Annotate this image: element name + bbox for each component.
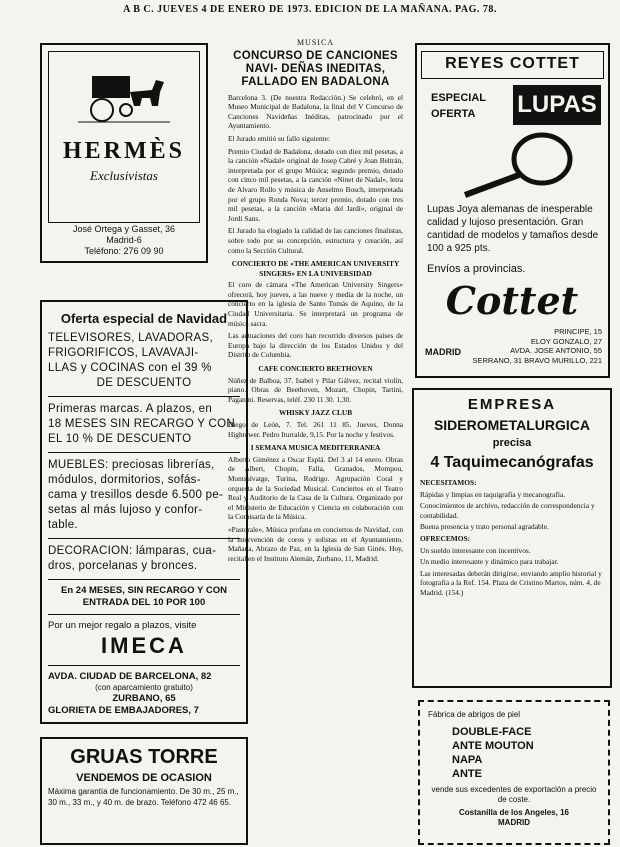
oferta-line: DE DESCUENTO (96, 377, 192, 389)
abrigos-ad (418, 700, 610, 845)
cottet-logo: Cottet (445, 278, 579, 323)
hermes-address (42, 224, 206, 257)
abrigos-text: vende sus excedentes de exportación a precio de coste. (431, 784, 597, 804)
whisky-heading: WHISKY JAZZ CLUB (278, 408, 353, 418)
oferta-ad (40, 300, 248, 724)
divider (48, 452, 240, 453)
oferta-line: LLAS y COCINAS con el 39 % (48, 362, 212, 374)
divider (48, 665, 240, 666)
paragraph: Núñez de Balboa, 37. Isabel y Pilar Gálvez, recital violín, piano. Obras de Beethoven, Mozart, Chopin, Tartini, Paganini. Reservas, teléf. 230 11 30. 1,30. (228, 375, 403, 404)
muebles-line: módulos, dormitorios, sofás- (48, 474, 201, 486)
paragraph: Las actuaciones del coro han recorrido diversos países de Europa bajo la dirección de los Estados Unidos y del Distrito de Columbia. (228, 331, 403, 360)
offer-item: Un medio interesante y dinámico para trabajar. (420, 557, 559, 567)
empresa-vacancy: 4 Taquimecanógrafas (430, 454, 594, 471)
divider (48, 396, 240, 397)
section-label: MUSICA (296, 38, 335, 47)
envios-text: Envíos a provincias. (427, 263, 526, 275)
meses-line: En 24 MESES, SIN RECARGO Y CON (61, 585, 227, 596)
divider (48, 579, 240, 580)
decoracion-line: dros, porcelanas y bronces. (48, 560, 198, 572)
imeca-logo: IMECA (101, 633, 187, 658)
abrigos-item: DOUBLE-FACE (452, 725, 532, 738)
gruas-ad (40, 737, 248, 845)
music-column (228, 38, 403, 566)
muebles-line: MUEBLES: preciosas librerías, (48, 459, 215, 471)
article-headline: CONCURSO DE CANCIONES NAVI- DEÑAS INEDITAS, FALLADO EN BADALONA (233, 49, 398, 88)
concierto-heading: CONCIERTO DE «THE AMERICAN UNIVERSITY SINGERS» EN LA UNIVERSIDAD (231, 259, 400, 278)
paragraph: «Pastorale», Música profana en conciertos de Navidad, con la intervención de coros y solistas en el Ayuntamiento. Mañana, Abrazo de Paz, en la Iglesia de San Ginés. Hoy, recital en el Instituto Alemán, Zurbano, 11, Madrid. (228, 524, 403, 563)
lupas-description: Lupas Joya alemanas de inesperable calidad y lujoso presentación. Gran cantidad de modelos y tamaños desde 100 a 925 pts. (427, 204, 599, 254)
reyes-especial: ESPECIAL (431, 92, 487, 104)
hermes-logo-text: HERMÈS (62, 138, 185, 164)
hermes-frame (48, 51, 200, 223)
muebles-line: setas al más lujoso y confor- (48, 504, 203, 516)
hermes-phone: Teléfono: 276 09 90 (84, 246, 164, 256)
magnifier-icon (457, 129, 577, 204)
paragraph: Diego de León, 7. Tel. 261 11 85. Jueves, Donna Hightower. Pedro Iturralde, 9,15. Por la noche y festivos. (228, 420, 403, 439)
meses-line: ENTRADA DEL 10 POR 100 (82, 597, 206, 608)
decoracion-line: DECORACION: lámparas, cua- (48, 545, 217, 557)
gruas-title: GRUAS TORRE (70, 746, 218, 768)
paragraph: Premio Ciudad de Badalona, dotado con diez mil pesetas, a la canción «Nadal» original de Josep Cabré y Joan Beltrán, interpretada por el grupo Música; segundo premio, dotado con cinco mil pesetas, a la canción «Ninet de Nadal», letra de Alvaro Rollo y música de Anselmo Bosch, interpretada por el grupo Ronda Nova; tercer premio, dotado con tres mil pesetas, a la canción «Maria del Jardí», original de Jordi Sans. (228, 146, 403, 223)
muebles-line: cama y tresillos desde 6.500 pe- (48, 489, 224, 501)
muebles-line: table. (48, 519, 78, 531)
empresa-precisa: precisa (492, 437, 532, 449)
divider (48, 538, 240, 539)
empresa-ad (412, 388, 612, 688)
cottet-addresses (473, 327, 603, 365)
hermes-subtitle: Exclusivistas (90, 168, 158, 183)
reyes-store-name: REYES COTTET (421, 51, 604, 79)
hermes-city: Madrid-6 (106, 235, 142, 245)
abrigos-intro: Fábrica de abrigos de piel (428, 710, 521, 719)
primeras-line: Primeras marcas. A plazos, en (48, 403, 213, 415)
empresa-title: EMPRESA (467, 396, 557, 413)
gruas-text: Máxima garantía de funcionamiento. De 30 m., 25 m., 30 m., 33 m., y 40 m. de brazo. Teléfono 472 46 65. (48, 787, 239, 807)
hermes-ad (40, 43, 208, 263)
paragraph: Alberto Giménez a Oscar Esplá. Del 3 al 14 enero. Obras de Albert, Chopin, Falla, Granados, Mompou, Montsalvatge, Turina, Rodrigo. Agrupación Coral y orquesta de la Sociedad Musical. Conciertos en el Teatro Real y Auditorio de la Casa de la Cultura. Organizado por el Ministerio de Educación y Ciencia en colaboración con la Comisaría de la Música. (228, 454, 403, 522)
imeca-avda: AVDA. CIUDAD DE BARCELONA, 82 (48, 671, 212, 682)
oferta-line: TELEVISORES, LAVADORAS, (48, 332, 213, 344)
imeca-zurbano: ZURBANO, 65 (112, 693, 176, 704)
paragraph: El Jurado ha elogiado la calidad de las canciones finalistas, sobre todo por su concepción, estructura y creación, así como la Sección Cultural. (228, 226, 403, 255)
page-header: A B C. JUEVES 4 DE ENERO DE 1973. EDICION DE LA MAÑANA. PAG. 78. (123, 4, 497, 15)
oferta-title: Oferta especial de Navidad (60, 311, 228, 326)
cottet-address-line: AVDA. JOSE ANTONIO, 55 (510, 346, 602, 355)
requirement-item: Buena presencia y trato personal agradable. (420, 522, 549, 532)
abrigos-item: ANTE MOUTON (452, 739, 534, 752)
cafe-heading: CAFE CONCIERTO BEETHOVEN (258, 364, 373, 374)
offer-item: Un sueldo interesante con incentivos. (420, 545, 531, 555)
empresa-contact: Las interesadas deberán dirigirse, enviando amplio historial y fotografía a la Ref. 154. Plaza de Cristino Martos, núm. 4, de Madrid. (154.) (420, 568, 602, 597)
paragraph: El coro de cámara «The American University Singers» ofrecerá, hoy jueves, a las nueve y media de la noche, un concierto en la iglesia de Santo Tomás de Aquino, de la Ciudad Universitaria. Se interpretará un programa de música sacra. (228, 280, 403, 328)
necesitamos-heading: NECESITAMOS: (420, 478, 477, 487)
ofrecemos-heading: OFRECEMOS: (420, 533, 471, 543)
divider (48, 614, 240, 615)
requirement-item: Rápidas y limpias en taquigrafía y mecanografía. (420, 489, 566, 499)
semana-heading: I SEMANA MUSICA MEDITERRANEA (250, 443, 381, 453)
paragraph: Barcelona 3. (De nuestra Redacción.) Se celebró, en el Museo Municipal de Badalona, la final del V Concurso de Canciones Navideñas Inéditas, patrocinado por el Ayuntamiento. (228, 92, 403, 131)
gruas-subtitle: VENDEMOS DE OCASION (76, 772, 212, 784)
cottet-city: MADRID (425, 347, 461, 357)
oferta-line: FRIGORIFICOS, LAVAVAJI- (48, 347, 199, 359)
empresa-type: SIDEROMETALURGICA (433, 417, 591, 433)
cottet-address-line: SERRANO, 31 BRAVO MURILLO, 221 (472, 355, 602, 365)
reyes-oferta: OFERTA (431, 108, 476, 120)
abrigos-item: NAPA (452, 753, 483, 766)
cottet-address-line: ELOY GONZALO, 27 (530, 336, 602, 346)
reyes-cottet-ad (415, 43, 610, 378)
imeca-parking: (con aparcamiento gratuito) (95, 683, 193, 692)
requirement-item: Conocimientos de archivo, redacción de correspondencia y contabilidad. (420, 501, 595, 520)
primeras-line: 18 MESES SIN RECARGO Y CON (48, 418, 235, 430)
abrigos-item: ANTE (452, 767, 482, 780)
abrigos-city: MADRID (498, 818, 530, 827)
paragraph: El Jurado emitió su fallo siguiente: (228, 133, 330, 143)
regalo-text: Por un mejor regalo a plazos, visite (48, 620, 197, 631)
lupas-label: LUPAS (513, 85, 601, 125)
hermes-street: José Ortega y Gasset, 36 (72, 224, 176, 234)
imeca-glorieta: GLORIETA DE EMBAJADORES, 7 (48, 705, 199, 716)
primeras-line: EL 10 % DE DESCUENTO (48, 433, 192, 445)
cottet-address-line: PRINCIPE, 15 (554, 327, 602, 336)
carriage-logo-icon (49, 66, 199, 131)
abrigos-address: Costanilla de los Angeles, 16 (459, 807, 569, 817)
